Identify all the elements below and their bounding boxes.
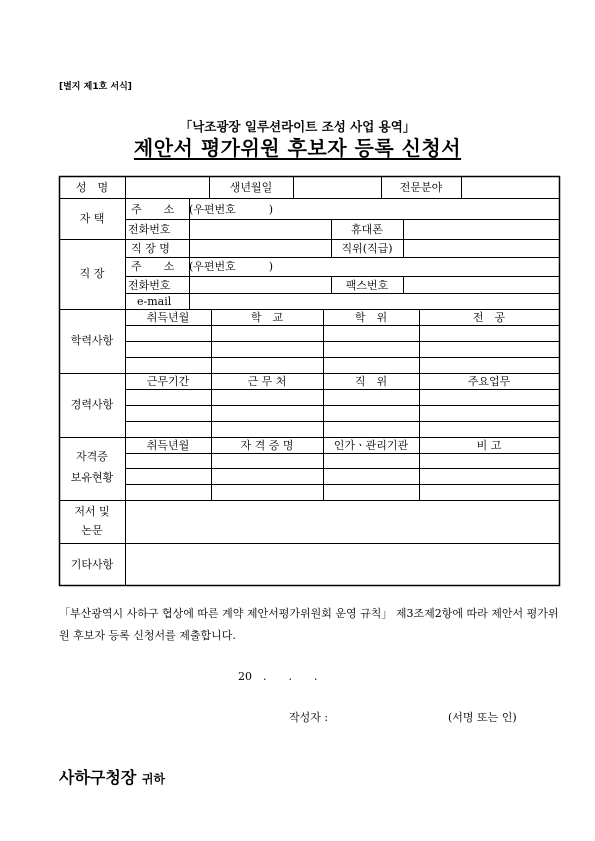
- writer-label: 작성자 :: [289, 711, 329, 724]
- label-home-phone: 전화번호: [128, 223, 171, 236]
- label-mobile: 휴대폰: [351, 223, 383, 236]
- date-line: 20 . . .: [238, 670, 318, 683]
- label-name: 성 명: [75, 181, 109, 194]
- label-fax: 팩스번호: [345, 279, 389, 292]
- label-pub-line1: 저서 및: [74, 505, 110, 518]
- addressee-suffix: 귀하: [141, 772, 166, 786]
- cert-col-authority: 인가ㆍ관리기관: [333, 439, 409, 452]
- label-cert-line2: 보유현황: [70, 471, 114, 484]
- cert-col-date: 취득년월: [146, 439, 190, 452]
- label-work-phone: 전화번호: [128, 279, 171, 292]
- subtitle: 「낙조광장 일루션라이트 조성 사업 용역」: [179, 119, 416, 134]
- label-position: 직위(직급): [341, 242, 393, 255]
- label-work-name: 직 장 명: [131, 242, 170, 255]
- edu-col-major: 전 공: [472, 311, 506, 324]
- work-postal: (우편번호 ): [189, 260, 274, 273]
- signature-label: (서명 또는 인): [448, 711, 517, 724]
- label-home-address: 주 소: [131, 203, 175, 216]
- edu-col-school: 학 교: [250, 311, 284, 324]
- home-postal: (우편번호 ): [189, 203, 274, 216]
- career-col-period: 근무기간: [146, 375, 190, 388]
- cert-col-name: 자 격 증 명: [240, 439, 294, 452]
- label-email: e-mail: [137, 295, 172, 308]
- label-birth: 생년월일: [229, 181, 273, 194]
- edu-col-degree: 학 위: [354, 311, 388, 324]
- label-specialty: 전문분야: [399, 181, 443, 194]
- career-col-duties: 주요업무: [467, 375, 511, 388]
- addressee: [59, 765, 165, 788]
- label-education: 학력사항: [70, 334, 114, 347]
- label-work-address: 주 소: [131, 260, 175, 273]
- statement-text: 「부산광역시 사하구 협상에 따른 계약 제안서평가위원회 운영 규칙」 제3조제2항에 따라 제안서 평가위원 후보자 등록 신청서를 제출합니다.: [59, 607, 559, 642]
- form-label: [별지 제1호 서식]: [59, 82, 132, 92]
- edu-col-date: 취득년월: [146, 311, 190, 324]
- career-col-workplace: 근 무 처: [247, 375, 287, 388]
- label-career: 경력사항: [70, 398, 114, 411]
- label-cert-line1: 자격증: [76, 450, 108, 463]
- cert-col-note: 비 고: [476, 439, 502, 452]
- label-work: 직 장: [79, 267, 105, 280]
- career-col-position: 직 위: [354, 375, 388, 388]
- label-other: 기타사항: [70, 558, 114, 571]
- label-pub-line2: 논문: [81, 524, 103, 537]
- addressee-name: 사하구청장: [59, 768, 137, 787]
- title-text: 제안서 평가위원 후보자 등록 신청서: [133, 136, 462, 160]
- label-home: 자 택: [79, 212, 105, 225]
